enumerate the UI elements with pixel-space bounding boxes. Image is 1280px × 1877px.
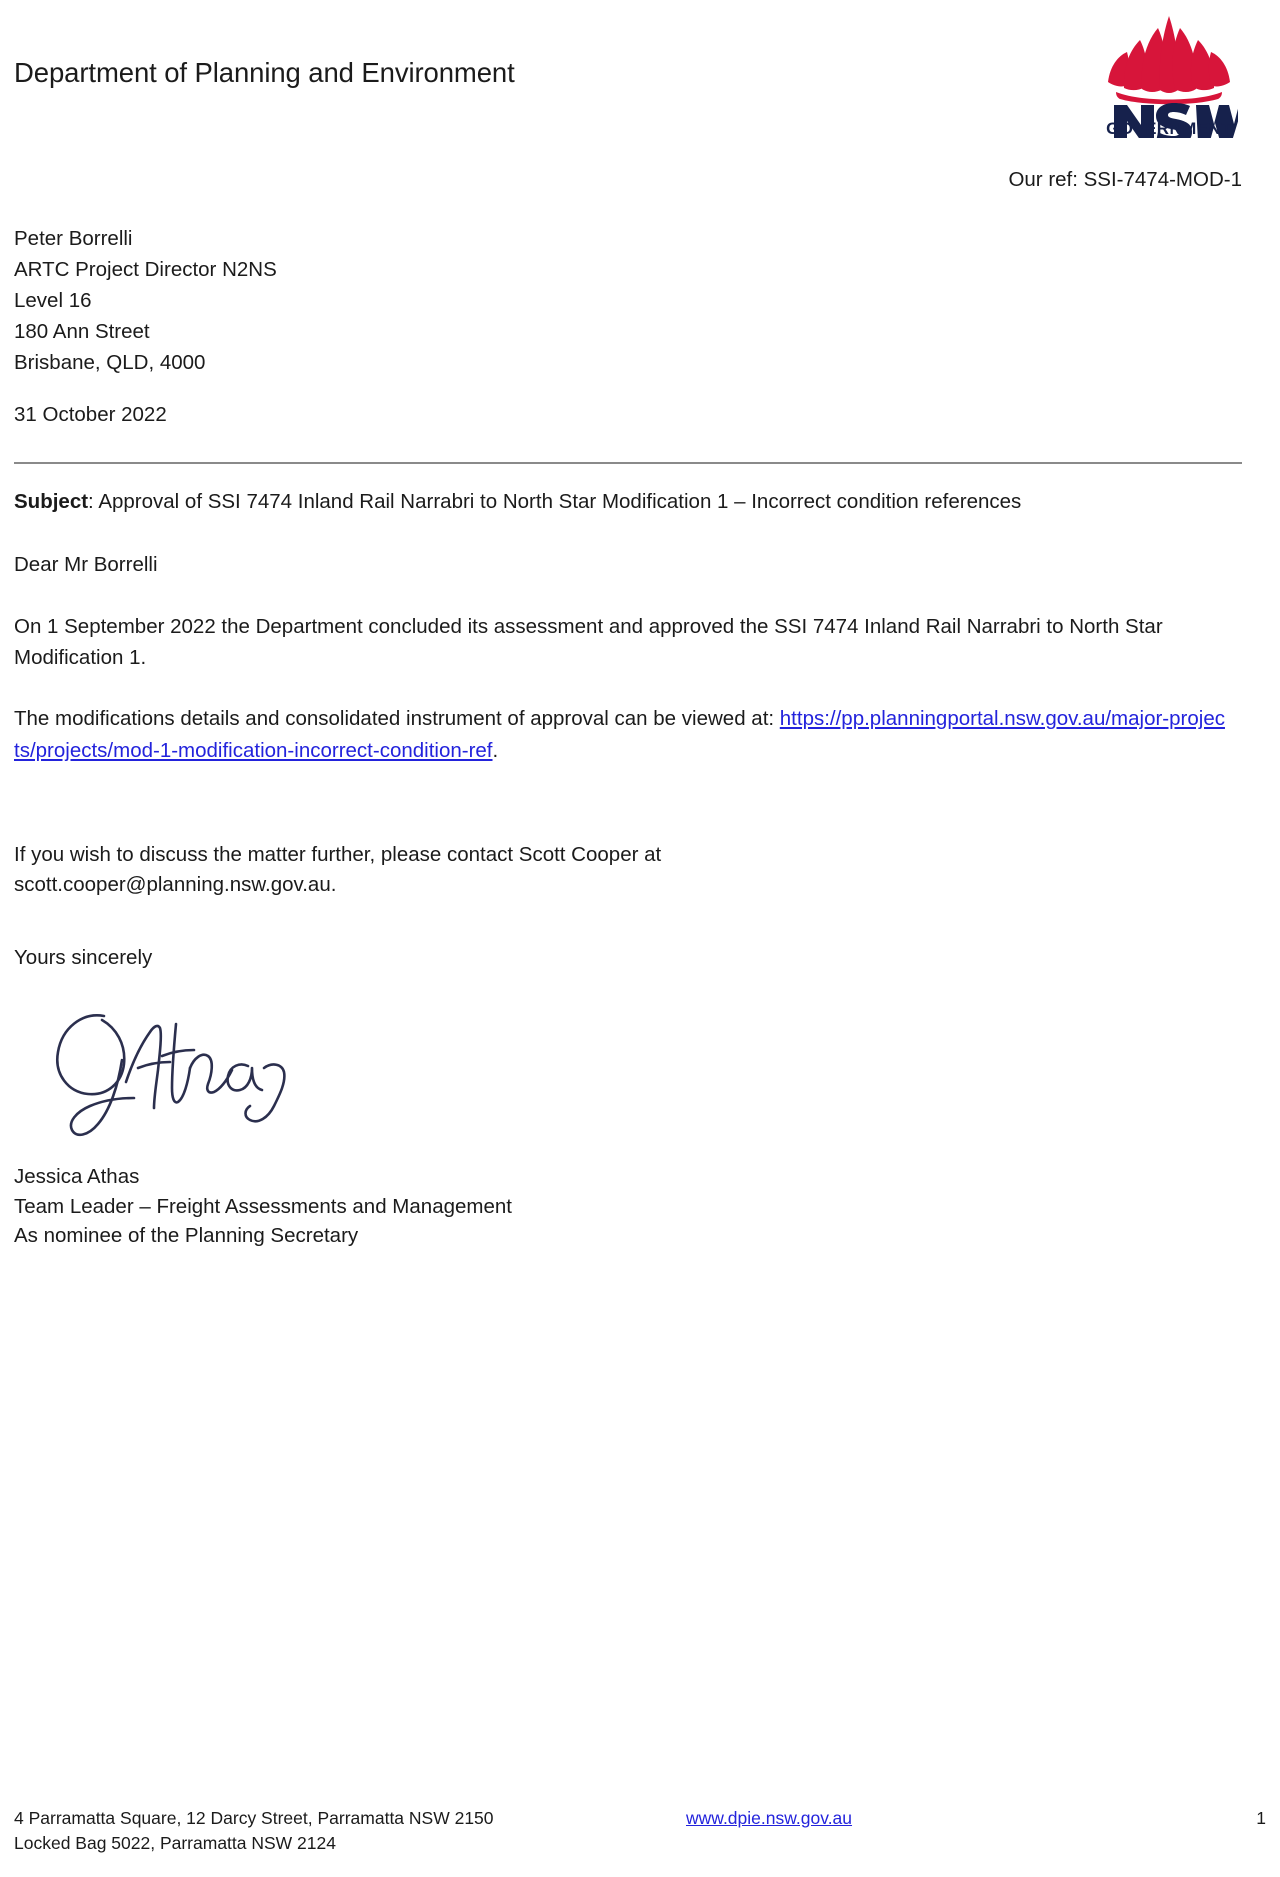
signatory-authority: As nominee of the Planning Secretary: [14, 1224, 359, 1248]
footer-address-line-1: 4 Parramatta Square, 12 Darcy Street, Parramatta NSW 2150: [14, 1807, 494, 1828]
government-wordmark: GOVERNMENT: [1106, 119, 1232, 138]
contact-paragraph: [14, 840, 1232, 902]
letter-date: 31 October 2022: [14, 403, 167, 427]
subject-separator: :: [88, 490, 99, 514]
contact-email: scott.cooper@planning.nsw.gov.au.: [14, 873, 337, 897]
signatory-block: [14, 1162, 1266, 1251]
department-website-link[interactable]: www.dpie.nsw.gov.au: [686, 1807, 853, 1828]
signatory-name: Jessica Athas: [14, 1165, 140, 1189]
body-paragraph-2: [14, 703, 1230, 765]
our-reference: Our ref: SSI-7474-MOD-1: [1008, 168, 1242, 191]
subject-label: Subject: [14, 490, 89, 514]
link-trailing-period: .: [492, 738, 499, 762]
footer-address: [14, 1806, 674, 1857]
footer-website: [674, 1806, 1206, 1832]
address-line: Brisbane, QLD, 4000: [14, 351, 206, 375]
subject-text: Approval of SSI 7474 Inland Rail Narrabri to North Star Modification 1 – Incorrect condition references: [98, 490, 1022, 514]
letterhead: [14, 0, 1266, 168]
page-title: Department of Planning and Environment: [14, 57, 515, 88]
waratah-flower-icon: [1108, 16, 1230, 104]
closing-salutation: Yours sincerely: [14, 946, 153, 970]
header-divider: [14, 462, 1242, 464]
page-footer: [14, 1806, 1266, 1857]
handwritten-signature-image: [42, 994, 312, 1144]
body-paragraph-1: On 1 September 2022 the Department concluded its assessment and approved the SSI 7474 Inland Rail Narrabri to North Star Modification 1.: [14, 615, 1163, 670]
address-line: Level 16: [14, 288, 92, 312]
address-line: Peter Borrelli: [14, 226, 133, 250]
recipient-address: [14, 223, 1266, 379]
subject-line: [14, 486, 1230, 517]
contact-text: If you wish to discuss the matter further, please contact Scott Cooper at: [14, 842, 662, 866]
address-line: ARTC Project Director N2NS: [14, 257, 277, 281]
link-intro-text: The modifications details and consolidated instrument of approval can be viewed at:: [14, 707, 780, 731]
planning-portal-link[interactable]: https://pp.planningportal.nsw.gov.au/major-projects/projects/mod-1-modification-incorrect-condition-ref: [14, 707, 1225, 762]
nsw-government-logo: [1100, 6, 1238, 138]
signatory-title: Team Leader – Freight Assessments and Management: [14, 1194, 512, 1218]
page-number: 1: [1256, 1807, 1266, 1828]
salutation: Dear Mr Borrelli: [14, 553, 158, 577]
footer-address-line-2: Locked Bag 5022, Parramatta NSW 2124: [14, 1833, 336, 1854]
address-line: 180 Ann Street: [14, 320, 150, 344]
